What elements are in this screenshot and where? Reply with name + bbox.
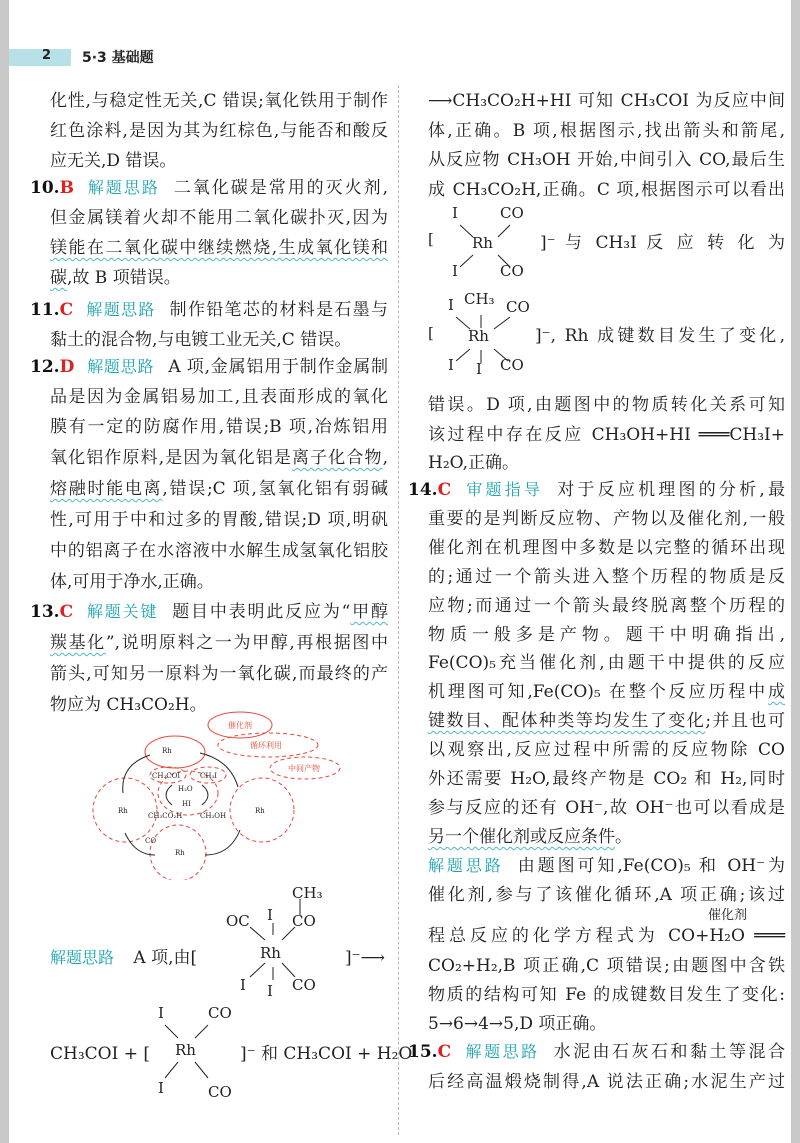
text: 以观察出,反应过程中所需的反应物除 CO xyxy=(428,740,785,760)
section-label: 解题思路 xyxy=(86,357,155,376)
rh-complex-structure xyxy=(220,885,350,1005)
answer-letter: D xyxy=(59,357,75,377)
text-line xyxy=(50,509,388,531)
text: 性,可用于中和过多的胃酸,错误;D 项,明矾 xyxy=(50,510,388,530)
text: 错误。D 项,由题图中的物质转化关系可知 xyxy=(428,395,785,415)
text-line xyxy=(428,1071,785,1093)
text: 箭头,可知另一原料为一氧化碳,而最终的产 xyxy=(50,664,388,684)
question-number: 13. xyxy=(30,602,60,622)
text-line xyxy=(50,478,388,500)
diagram-label: CH₃OH xyxy=(200,812,227,820)
diagram-label: Rh xyxy=(175,849,185,857)
text: 体,可用于净水,正确。 xyxy=(50,572,214,592)
bracket: [ xyxy=(428,230,434,248)
text-line xyxy=(50,267,388,289)
text: ,错误;C 项,氢氧化铝有弱碱 xyxy=(162,479,389,499)
reaction-mechanism-diagram xyxy=(90,705,390,880)
text: 应无关,D 错误。 xyxy=(50,151,177,171)
text-line xyxy=(428,652,785,674)
atom-label: I xyxy=(452,262,458,280)
atom-label: I xyxy=(448,356,454,374)
diagram-label: Rh xyxy=(162,747,172,755)
text: CH₃COI + [ xyxy=(50,1044,150,1064)
rh-complex-structure xyxy=(428,205,538,285)
question-number: 15. xyxy=(408,1042,438,1062)
text: 化性,与稳定性无关,C 错误;氧化铁用于制作 xyxy=(50,91,388,111)
text-line xyxy=(50,207,388,229)
text: 程总反应的化学方程式为 CO+H₂O ═══ xyxy=(428,926,785,946)
text-line xyxy=(408,1041,785,1063)
highlighted-phrase: 键数目、配体种类等均发生了变化 xyxy=(428,711,706,731)
text-line xyxy=(30,601,388,623)
text: 后经高温煅烧制得,A 说法正确;水泥生产过 xyxy=(428,1072,785,1092)
callout-catalyst: 催化剂 xyxy=(228,721,252,730)
text-line xyxy=(50,329,388,351)
rh-complex-structure xyxy=(150,1000,240,1110)
text-line xyxy=(428,884,785,906)
text: 应物;而通过一个箭头最终脱离整个历程的 xyxy=(428,596,785,616)
atom-label: CO xyxy=(208,1083,232,1101)
text: ]⁻⟶ xyxy=(345,948,385,968)
atom-label: I xyxy=(267,982,273,1000)
text: 题目中表明此反应为“ xyxy=(172,602,351,622)
atom-label: I xyxy=(240,976,246,994)
atom-label: I xyxy=(448,296,454,314)
answer-letter: C xyxy=(437,1042,452,1062)
text-line xyxy=(428,424,785,446)
atom-label: I xyxy=(452,204,458,222)
atom-label: I xyxy=(476,360,482,378)
text-line xyxy=(428,855,785,877)
text-line xyxy=(428,90,785,112)
text-line xyxy=(408,479,785,501)
atom-label: CO xyxy=(506,298,530,316)
text-line xyxy=(428,149,785,171)
atom-label: CH₃ xyxy=(292,884,323,902)
text: 膜有一定的防腐作用,错误;B 项,冶炼铝用 xyxy=(50,417,388,437)
text: 重要的是判断反应物、产物以及催化剂,一般 xyxy=(428,509,785,529)
atom-label: CO xyxy=(208,1004,232,1022)
header-band xyxy=(9,49,71,66)
text-line xyxy=(50,632,388,654)
text-line xyxy=(50,571,388,593)
highlighted-phrase: 甲醇 xyxy=(350,602,388,622)
text: 催化剂在机理图中多数是以完整的循环出现 xyxy=(428,538,785,558)
explanation-a-line xyxy=(50,947,197,969)
text-line xyxy=(428,955,785,977)
atom-label: I xyxy=(267,906,273,924)
question-number: 11. xyxy=(30,300,60,320)
highlighted-phrase: 成 xyxy=(768,682,785,702)
section-label: 审题指导 xyxy=(463,480,544,499)
text-line xyxy=(50,416,388,438)
text: ]⁻, Rh 成键数目发生了变化, xyxy=(535,326,785,346)
text: 黏土的混合物,与电镀工业无关,C 错误。 xyxy=(50,330,352,350)
text: 品是因为金属铝易加工,且表面形成的氧化 xyxy=(50,387,388,407)
text: 成 CH₃CO₂H,正确。C 项,根据图示可以看出 xyxy=(428,180,785,200)
text: 对于反应机理图的分析,最 xyxy=(557,480,785,500)
diagram-label: CH₃I xyxy=(200,772,218,780)
text-line xyxy=(428,925,785,947)
text: 中的铝离子在水溶液中水解生成氢氧化铝胶 xyxy=(50,541,388,561)
text-line xyxy=(50,237,388,259)
text: 物质一般多是产物。题干中明确指出, xyxy=(428,625,785,645)
text: 体,正确。B 项,根据图示,找出箭头和箭尾, xyxy=(428,121,785,141)
text-line xyxy=(50,90,388,112)
text: H₂O,正确。 xyxy=(428,453,519,473)
highlighted-phrase: 熔融时能电离 xyxy=(50,479,163,499)
bracket: [ xyxy=(428,324,434,342)
text: A 项,金属铝用于制作金属制 xyxy=(168,357,388,377)
text: 的;通过一个箭头进入整个历程的物质是反 xyxy=(428,567,785,587)
text-line xyxy=(428,394,785,416)
text: 外还需要 H₂O,最终产物是 CO₂ 和 H₂,同时 xyxy=(428,769,785,789)
diagram-label: Rh xyxy=(118,807,128,815)
text: ]⁻ 和 CH₃COI + H₂O xyxy=(240,1044,413,1064)
diagram-label: HI xyxy=(182,800,191,808)
text: 但金属镁着火却不能用二氧化碳扑灭,因为 xyxy=(50,208,388,228)
atom-label: CO xyxy=(500,356,524,374)
text-line xyxy=(50,540,388,562)
answer-letter: B xyxy=(59,178,74,198)
section-label: 解题关键 xyxy=(85,602,159,621)
page-number: 2 xyxy=(42,48,52,63)
text-line xyxy=(428,179,785,201)
text-line xyxy=(50,447,388,469)
diagram-label: CH₃COI xyxy=(152,772,181,780)
text-line xyxy=(30,356,388,378)
atom-label: CO xyxy=(500,204,524,222)
text-line xyxy=(30,299,388,321)
highlighted-phrase: 离子化合物 xyxy=(292,448,383,468)
text: ⟶CH₃CO₂H+HI 可知 CH₃COI 为反应中间 xyxy=(428,91,785,111)
book-title: 5·3 基础题 xyxy=(82,50,154,66)
text: 5→6→4→5,D 项正确。 xyxy=(428,1014,607,1034)
page-right-border xyxy=(791,0,800,1143)
highlighted-phrase: 羰基化 xyxy=(50,633,106,653)
text: , xyxy=(382,448,388,468)
atom-label: CO xyxy=(500,262,524,280)
text-line xyxy=(50,663,388,685)
text: 物质的结构可知 Fe 的成键数目发生了变化: xyxy=(428,985,785,1005)
text-line xyxy=(428,1013,785,1035)
text-line xyxy=(428,681,785,703)
atom-label: Rh xyxy=(260,944,281,962)
text-line xyxy=(428,826,785,848)
text: 从反应物 CH₃OH 开始,中间引入 CO,最后生 xyxy=(428,150,785,170)
text: Fe(CO)₅充当催化剂,由题干中提供的反应 xyxy=(428,653,785,673)
answer-letter: C xyxy=(59,300,74,320)
diagram-label: Rh xyxy=(255,807,265,815)
diagram-label: CH₃CO₂H xyxy=(148,812,183,820)
text-line xyxy=(428,739,785,761)
section-label: 解题思路 xyxy=(463,1042,540,1061)
text-line xyxy=(50,120,388,142)
text: 该过程中存在反应 CH₃OH+HI ═══CH₃I+ xyxy=(428,425,785,445)
answer-letter: C xyxy=(59,602,74,622)
highlighted-phrase: 另一个催化剂或反应条件 xyxy=(428,827,615,847)
section-label: 解题思路 xyxy=(428,856,504,875)
text: ,故 B 项错误。 xyxy=(67,268,181,288)
question-number: 12. xyxy=(30,357,60,377)
text-line xyxy=(428,537,785,559)
text: 二氧化碳是常用的灭火剂, xyxy=(173,178,388,198)
text-line xyxy=(428,452,785,474)
text-line xyxy=(428,710,785,732)
text-line xyxy=(428,797,785,819)
rh-complex-structure xyxy=(428,290,538,380)
text-line xyxy=(30,177,388,199)
callout-recycle: 循环利用 xyxy=(250,741,282,750)
column-divider xyxy=(398,85,399,1135)
atom-label: OC xyxy=(226,912,250,930)
diagram-label: H₂O xyxy=(178,785,193,793)
text: 红色涂料,是因为其为红棕色,与能否和酸反 xyxy=(50,121,388,141)
text-line xyxy=(428,566,785,588)
text-line xyxy=(50,386,388,408)
highlighted-phrase: 镁能在二氧化碳中继续燃烧,生成氧化镁和 xyxy=(50,238,388,258)
atom-label: I xyxy=(158,1004,164,1022)
text-line xyxy=(428,595,785,617)
diagram-label: CO xyxy=(145,837,157,845)
question-number: 10. xyxy=(30,178,60,198)
atom-label: I xyxy=(158,1079,164,1097)
atom-label: CH₃ xyxy=(464,290,495,308)
text: CO₂+H₂,B 项正确,C 项错误;由题图中含铁 xyxy=(428,956,785,976)
atom-label: CO xyxy=(292,912,316,930)
atom-label: Rh xyxy=(175,1041,196,1059)
text: 由题图可知,Fe(CO)₅ 和 OH⁻为 xyxy=(517,856,785,876)
text: 。 xyxy=(615,827,632,847)
callout-intermediate: 中间产物 xyxy=(288,764,320,773)
atom-label: CO xyxy=(292,976,316,994)
text-line xyxy=(428,984,785,1006)
text: ;并且也可 xyxy=(705,711,786,731)
text: 物应为 CH₃CO₂H。 xyxy=(50,695,207,715)
text: 氧化铝作原料,是因为氧化铝是 xyxy=(50,448,293,468)
question-number: 14. xyxy=(408,480,438,500)
atom-label: Rh xyxy=(468,327,489,345)
text: 水泥由石灰石和黏土等混合 xyxy=(553,1042,785,1062)
text: 催化剂,参与了该催化循环,A 项正确;该过 xyxy=(428,885,785,905)
catalyst-over-arrow: 催化剂 xyxy=(708,908,748,923)
highlighted-phrase: 碳 xyxy=(50,268,67,288)
page-left-border xyxy=(0,0,9,1143)
answer-letter: C xyxy=(437,480,452,500)
section-label: 解题思路 xyxy=(85,300,156,319)
text: 参与反应的还有 OH⁻,故 OH⁻也可以看成是 xyxy=(428,798,785,818)
page-top-margin xyxy=(0,0,800,40)
text-line xyxy=(428,768,785,790)
text-line xyxy=(428,508,785,530)
section-label: 解题思路 xyxy=(85,178,160,197)
text: 机理图可知,Fe(CO)₅ 在整个反应历程中 xyxy=(428,682,768,702)
section-label: 解题思路 xyxy=(50,948,115,967)
text: ”,说明原料之一为甲醇,再根据图中 xyxy=(105,633,389,653)
text-line xyxy=(428,120,785,142)
text: 制作铅笔芯的材料是石墨与 xyxy=(169,300,388,320)
catalyst-ellipse xyxy=(145,736,205,768)
text-line xyxy=(50,150,388,172)
text: ]⁻ 与 CH₃I 反 应 转 化 为 xyxy=(540,233,785,253)
text-line xyxy=(428,624,785,646)
text: A 项,由[ xyxy=(133,948,198,968)
atom-label: Rh xyxy=(472,234,493,252)
